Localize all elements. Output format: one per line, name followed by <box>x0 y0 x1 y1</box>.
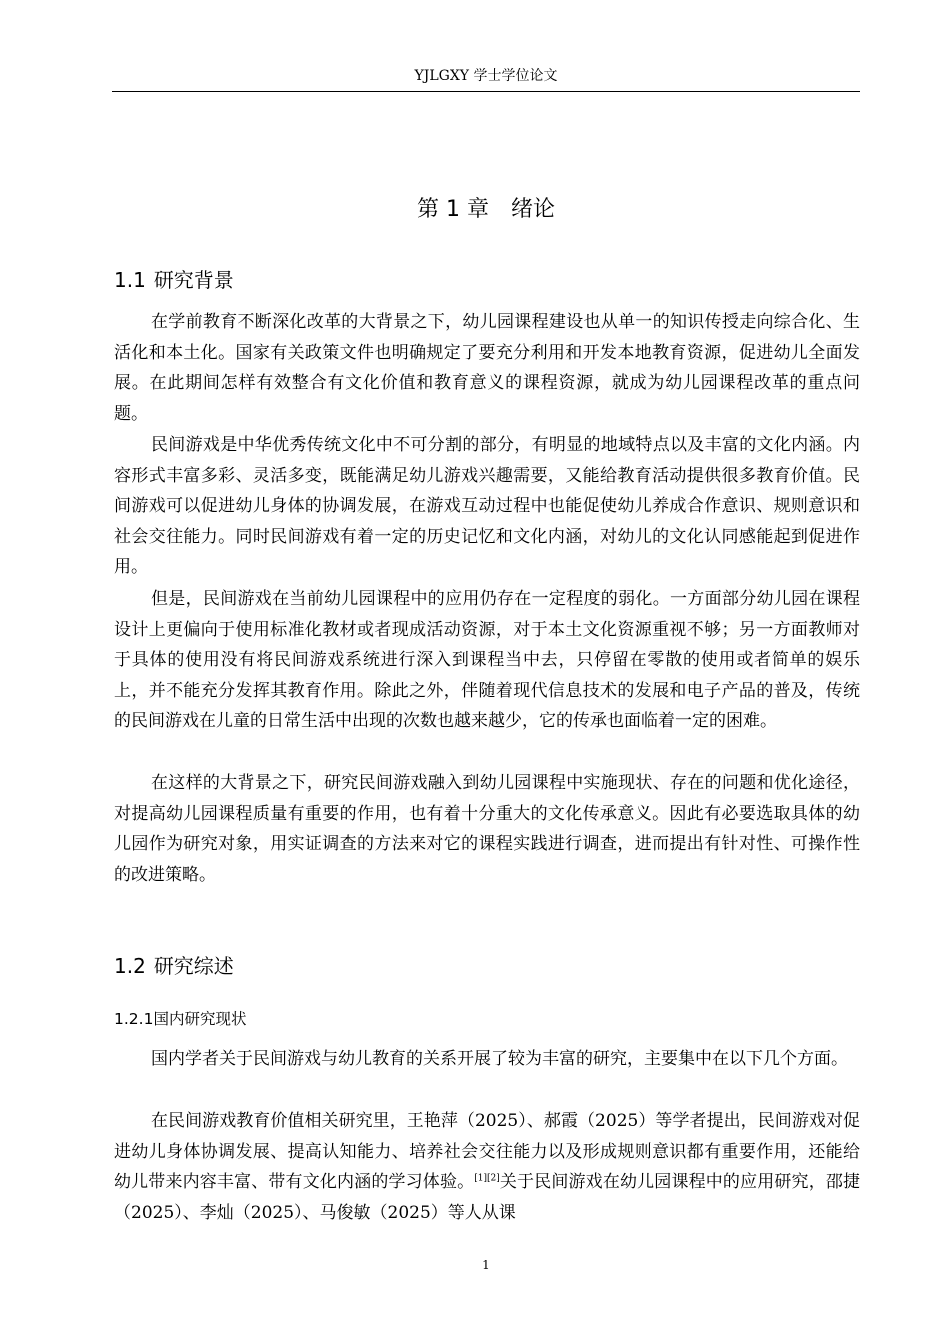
paragraph: 民间游戏是中华优秀传统文化中不可分割的部分，有明显的地域特点以及丰富的文化内涵。内容形式丰富多彩、灵活多变，既能满足幼儿游戏兴趣需要，又能给教育活动提供很多教育价值。民间游戏可以促进幼儿身体的协调发展，在游戏互动过程中也能促使幼儿养成合作意识、规则意识和社会交往能力。同时民间游戏有着一定的历史记忆和文化内涵，对幼儿的文化认同感能起到促进作用。 <box>114 435 860 578</box>
running-header: YJLGXY 学士学位论文 <box>414 68 558 84</box>
subsection-heading-1-2-1 <box>114 1007 246 1031</box>
paragraph: 在这样的大背景之下，研究民间游戏融入到幼儿园课程中实施现状、存在的问题和优化途径，对提高幼儿园课程质量有重要的作用，也有着十分重大的文化传承意义。因此有必要选取具体的幼儿园作为研究对象，用实证调查的方法来对它的课程实践进行调查，进而提出有针对性、可操作性的改进策略。 <box>114 773 860 885</box>
page-number: 1 <box>482 1258 490 1272</box>
paragraph-text: 关于民间游戏在幼儿园课程中的应用研究，邵捷（2025）、李灿（2025）、马俊敏（2025）等人从课 <box>114 1172 860 1223</box>
header-rule <box>112 91 860 92</box>
section-title: 研究综述 <box>153 954 234 978</box>
section-number: 1.2 <box>114 954 146 978</box>
paragraph: 但是，民间游戏在当前幼儿园课程中的应用仍存在一定程度的弱化。一方面部分幼儿园在课程设计上更偏向于使用标准化教材或者现成活动资源，对于本土文化资源重视不够；另一方面教师对于具体的使用没有将民间游戏系统进行深入到课程当中去，只停留在零散的使用或者简单的娱乐上，并不能充分发挥其教育作用。除此之外，伴随着现代信息技术的发展和电子产品的普及，传统的民间游戏在儿童的日常生活中出现的次数也越来越少，它的传承也面临着一定的困难。 <box>114 589 860 732</box>
paragraph-text: 在民间游戏教育价值相关研究里，王艳萍（2025）、郝霞（2025）等学者提出，民间游戏对促进幼儿身体协调发展、提高认知能力、培养社会交往能力以及形成规则意识都有重要作用，还能给幼儿带来内容丰富、带有文化内涵的学习体验。 <box>114 1111 860 1193</box>
chapter-title: 第 1 章 绪论 <box>417 197 555 222</box>
section-title: 研究背景 <box>153 268 234 292</box>
paragraph: 国内学者关于民间游戏与幼儿教育的关系开展了较为丰富的研究，主要集中在以下几个方面。 <box>151 1049 848 1069</box>
section-heading-1-1 <box>114 266 234 294</box>
paragraph: 在学前教育不断深化改革的大背景之下，幼儿园课程建设也从单一的知识传授走向综合化、生活化和本土化。国家有关政策文件也明确规定了要充分利用和开发本地教育资源，促进幼儿全面发展。在此期间怎样有效整合有文化价值和教育意义的课程资源，就成为幼儿园课程改革的重点问题。 <box>114 312 860 424</box>
subsection-title: 国内研究现状 <box>153 1010 247 1028</box>
section-number: 1.1 <box>114 268 146 292</box>
subsection-number: 1.2.1 <box>114 1010 154 1028</box>
citation[interactable]: [1][2] <box>474 1173 500 1184</box>
paragraph <box>114 1106 860 1228</box>
section-heading-1-2 <box>114 952 234 980</box>
